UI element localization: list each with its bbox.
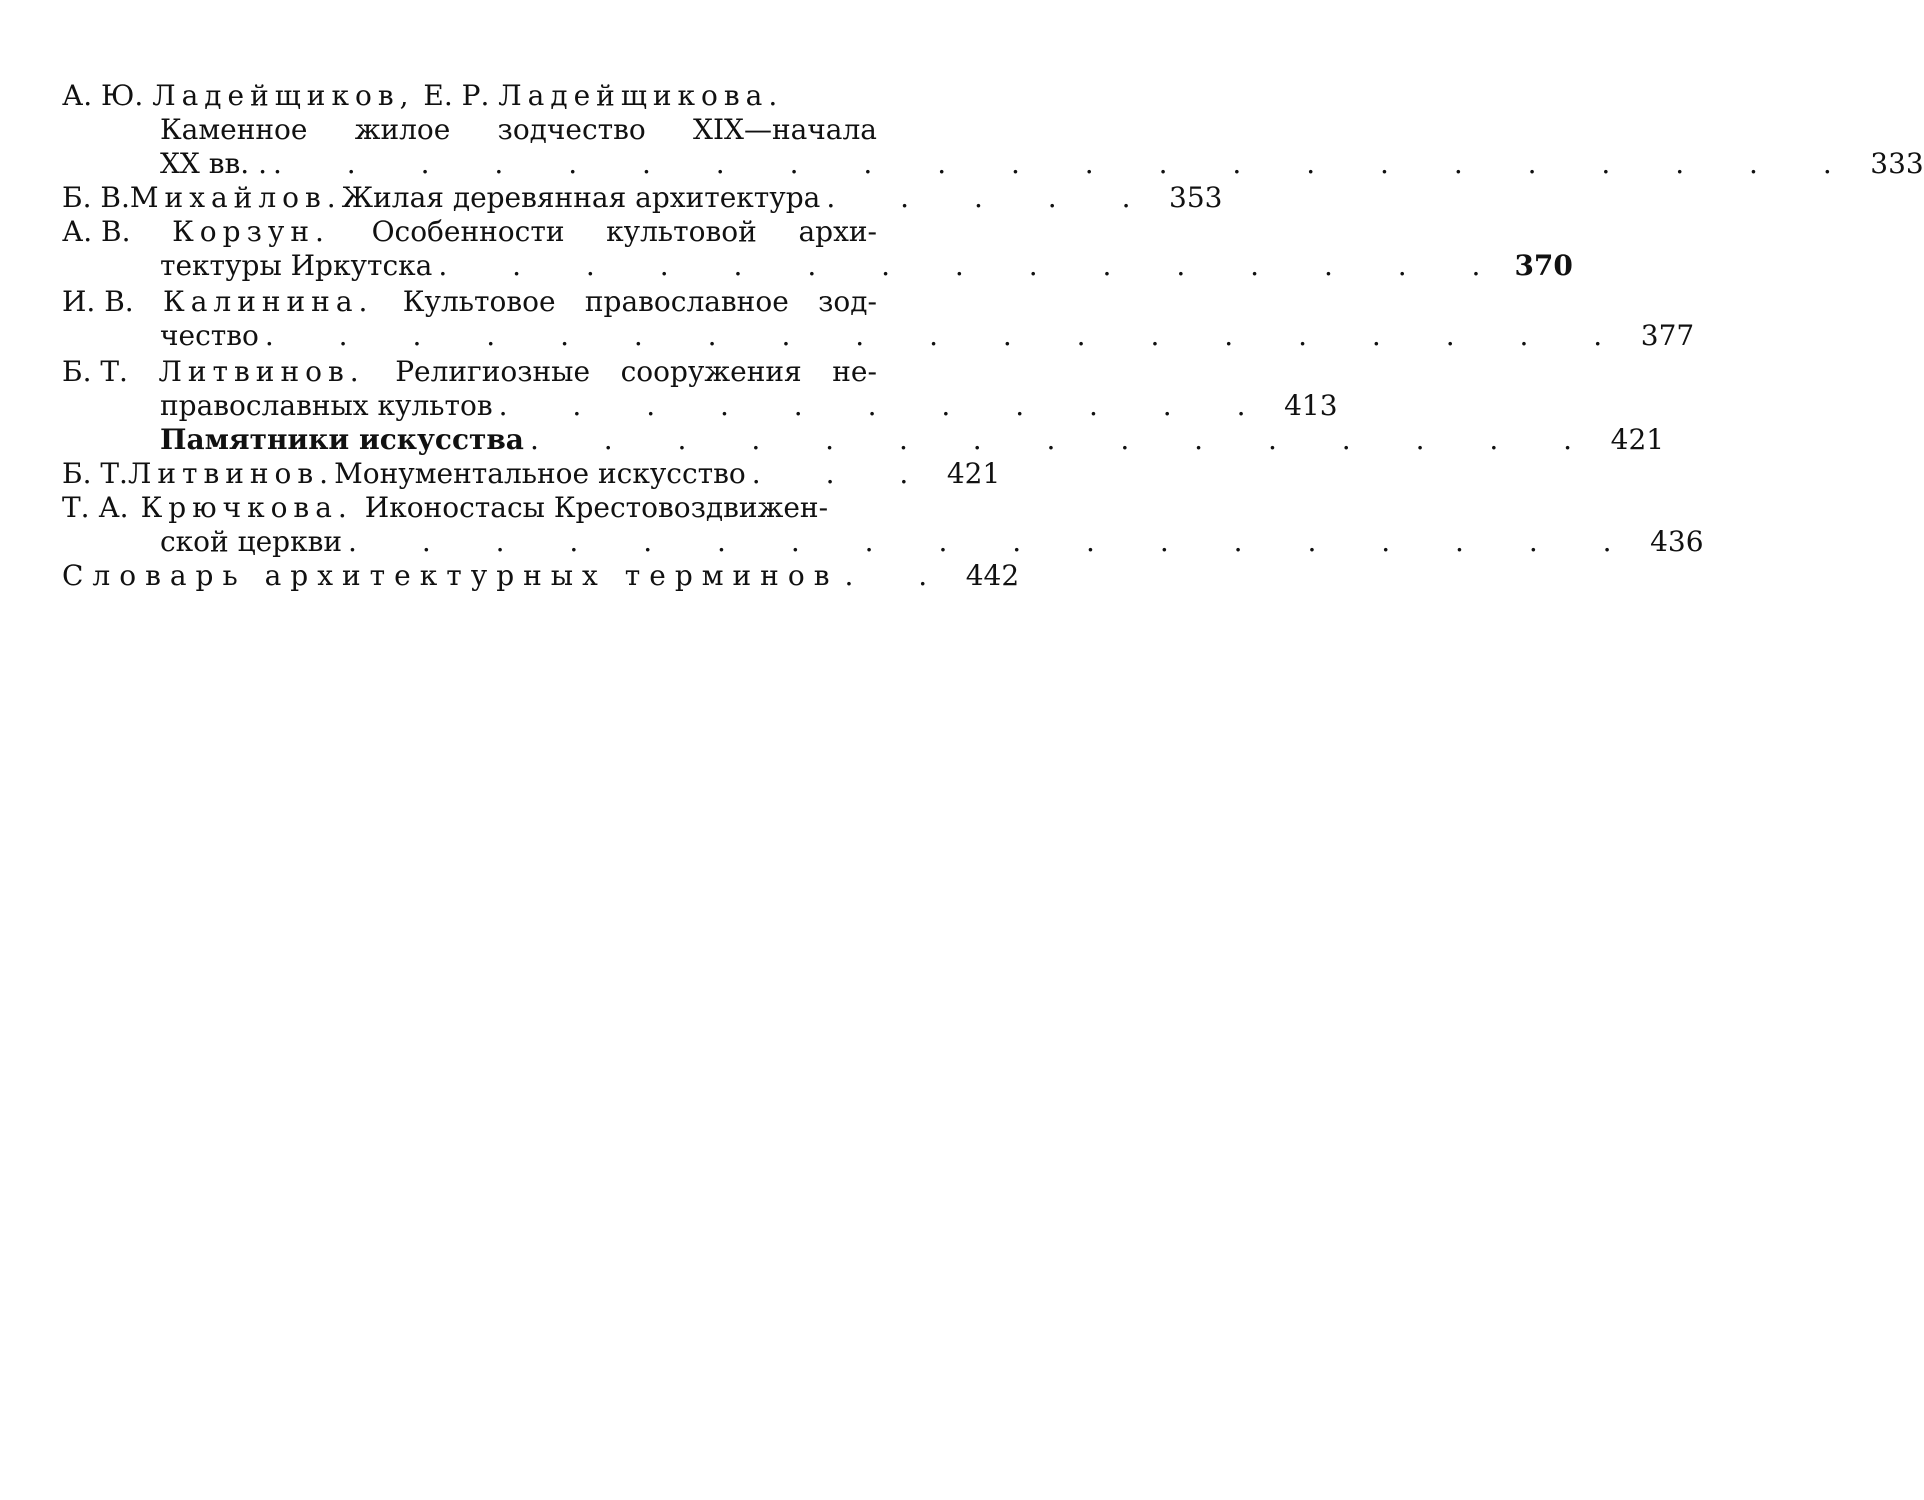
toc-entry-4-line1 (62, 284, 877, 320)
toc-entry-4-initials: И. В. (62, 285, 134, 318)
toc-entry-1-title-line1 (160, 112, 877, 148)
toc-entry-1-initials-b: Е. Р. (423, 79, 490, 112)
toc-entry-6-surname: Литвинов. (127, 457, 335, 490)
toc-entry-4-title-end: чество (160, 319, 259, 352)
toc-word: культовой (606, 215, 757, 248)
leader-dots: . . . . . . . . . . . . . . . . . . . (264, 319, 1631, 352)
toc-entry-1-page: 333 (1870, 147, 1924, 180)
toc-entry-2 (62, 180, 1223, 216)
toc-entry-7-page: 436 (1650, 525, 1704, 558)
toc-entry-1-surname-b: Ладейщикова. (498, 79, 784, 112)
leader-dots: . . . . . . . . . . . . . . . (438, 249, 1509, 282)
toc-entry-1-title-end: XX вв. . (160, 147, 267, 180)
toc-word: Культовое (402, 285, 556, 318)
toc-entry-6-initials: Б. Т. (62, 457, 128, 490)
toc-entry-4-surname: Калинина. (163, 285, 374, 318)
toc-section-page: 421 (1610, 423, 1665, 456)
toc-word: зодчество (497, 113, 646, 146)
toc-word: зод- (818, 285, 877, 318)
toc-entry-5-line1 (62, 354, 877, 390)
toc-word: православное (584, 285, 789, 318)
toc-entry-8 (62, 558, 1020, 594)
leader-dots: . . . (751, 457, 937, 490)
toc-entry-4-line2 (160, 318, 1695, 354)
leader-dots: . . (844, 559, 956, 592)
toc-entry-8-title: Словарь архитектурных терминов (62, 559, 839, 592)
toc-entry-5-line2 (160, 388, 1338, 424)
toc-entry-5-surname: Литвинов. (158, 355, 365, 388)
leader-dots: . . . . . . . . . . . . . . . . . . . . . . (273, 147, 1860, 180)
toc-entry-7-title-start: Иконостасы Крестовоздвижен- (364, 491, 829, 524)
toc-entry-2-initials: Б. В. (62, 181, 130, 214)
toc-entry-3-page: 370 (1514, 249, 1573, 282)
toc-entry-2-page: 353 (1169, 181, 1223, 214)
toc-entry-7-initials: Т. А. (62, 491, 129, 524)
toc-entry-1-authors (62, 78, 940, 114)
toc-section-title: Памятники искусства (160, 423, 524, 456)
toc-entry-1-title-line2 (160, 146, 1924, 182)
toc-entry-2-surname: Михайлов. (129, 181, 342, 214)
toc-entry-5-page: 413 (1284, 389, 1338, 422)
toc-word: архи- (798, 215, 877, 248)
toc-entry-7-surname: Крючкова. (140, 491, 353, 524)
toc-entry-4-page: 377 (1640, 319, 1695, 352)
toc-entry-5-title-end: православных культов (160, 389, 493, 422)
toc-entry-6-page: 421 (946, 457, 1001, 490)
toc-entry-3-initials: А. В. (62, 215, 131, 248)
leader-dots: . . . . . . . . . . . . . . . . . . (348, 525, 1640, 558)
toc-entry-5-initials: Б. Т. (62, 355, 128, 388)
toc-entry-8-page: 442 (965, 559, 1020, 592)
toc-section-heading (160, 422, 1665, 458)
toc-entry-7-line2 (160, 524, 1704, 560)
toc-entry-7-title-end: ской церкви (160, 525, 343, 558)
toc-word: XIX—начала (693, 113, 877, 146)
toc-entry-3-title-end: тектуры Иркутска (160, 249, 433, 282)
toc-entry-6-title: Монументальное искусство (334, 457, 746, 490)
leader-dots: . . . . . (826, 181, 1159, 214)
toc-word: Особенности (371, 215, 565, 248)
toc-entry-3-line1 (62, 214, 877, 250)
leader-dots: . . . . . . . . . . . (498, 389, 1274, 422)
toc-word: сооружения (620, 355, 802, 388)
toc-entry-1-surname-a: Ладейщиков, (152, 79, 415, 112)
leader-dots: . . . . . . . . . . . . . . . (529, 423, 1601, 456)
toc-word: не- (832, 355, 877, 388)
toc-entry-7-line1 (62, 490, 940, 526)
toc-entry-6 (62, 456, 1001, 492)
toc-entry-3-surname: Корзун. (172, 215, 330, 248)
toc-word: Религиозные (395, 355, 591, 388)
toc-word: Каменное (160, 113, 308, 146)
toc-entry-2-title: Жилая деревянная архитектура (341, 181, 821, 214)
toc-entry-1-initials-a: А. Ю. (62, 79, 144, 112)
toc-word: жилое (354, 113, 451, 146)
toc-entry-3-line2 (160, 248, 1573, 284)
